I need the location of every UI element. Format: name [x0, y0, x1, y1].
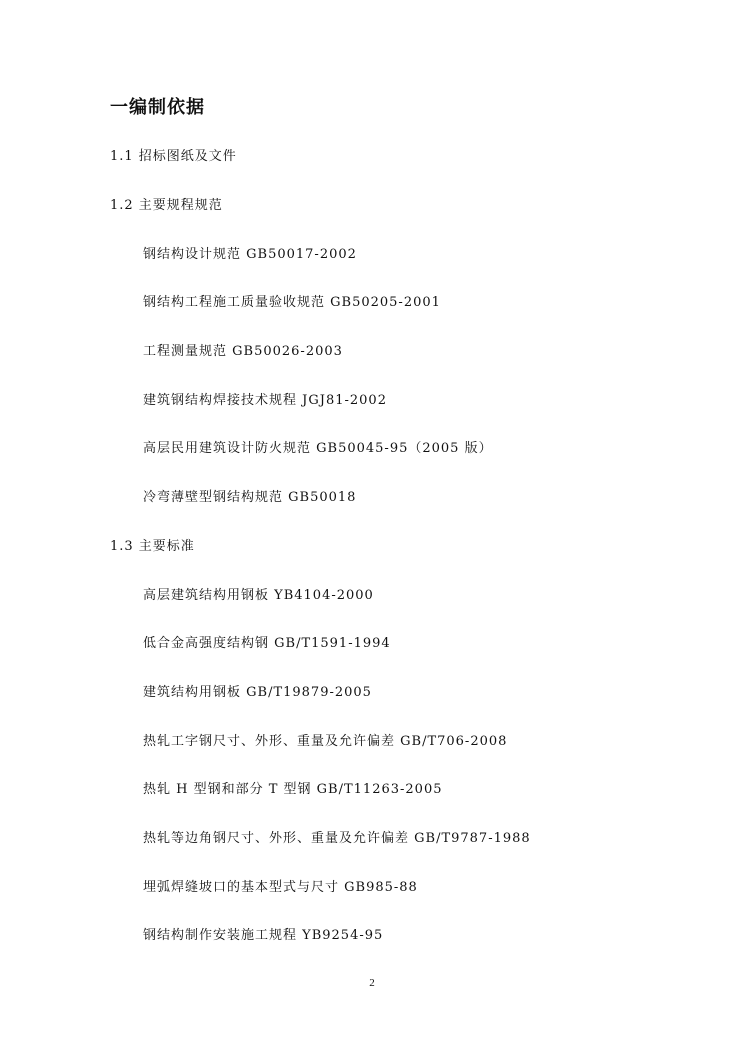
section-heading: 1.2 主要规程规范 — [110, 198, 223, 213]
list-item: 钢结构设计规范 GB50017-2002 — [143, 247, 357, 262]
list-item: 冷弯薄壁型钢结构规范 GB50018 — [143, 490, 357, 505]
list-item: 钢结构工程施工质量验收规范 GB50205-2001 — [143, 295, 441, 310]
page-number: 2 — [369, 977, 375, 989]
list-item: 埋弧焊缝坡口的基本型式与尺寸 GB985-88 — [143, 880, 418, 895]
list-item: 建筑结构用钢板 GB/T19879-2005 — [143, 685, 372, 700]
list-item: 建筑钢结构焊接技术规程 JGJ81-2002 — [143, 393, 387, 408]
list-item: 热轧 H 型钢和部分 T 型钢 GB/T11263-2005 — [143, 782, 443, 797]
list-item: 低合金高强度结构钢 GB/T1591-1994 — [143, 636, 391, 651]
section-heading: 1.1 招标图纸及文件 — [110, 149, 237, 164]
chapter-title: 一编制依据 — [110, 97, 205, 118]
list-item: 热轧等边角钢尺寸、外形、重量及允许偏差 GB/T9787-1988 — [143, 831, 531, 846]
list-item: 钢结构制作安装施工规程 YB9254-95 — [143, 928, 384, 943]
list-item: 高层建筑结构用钢板 YB4104-2000 — [143, 588, 374, 603]
section-heading: 1.3 主要标准 — [110, 539, 195, 554]
list-item: 高层民用建筑设计防火规范 GB50045-95（2005 版） — [143, 441, 493, 456]
list-item: 工程测量规范 GB50026-2003 — [143, 344, 343, 359]
list-item: 热轧工字钢尺寸、外形、重量及允许偏差 GB/T706-2008 — [143, 734, 508, 749]
